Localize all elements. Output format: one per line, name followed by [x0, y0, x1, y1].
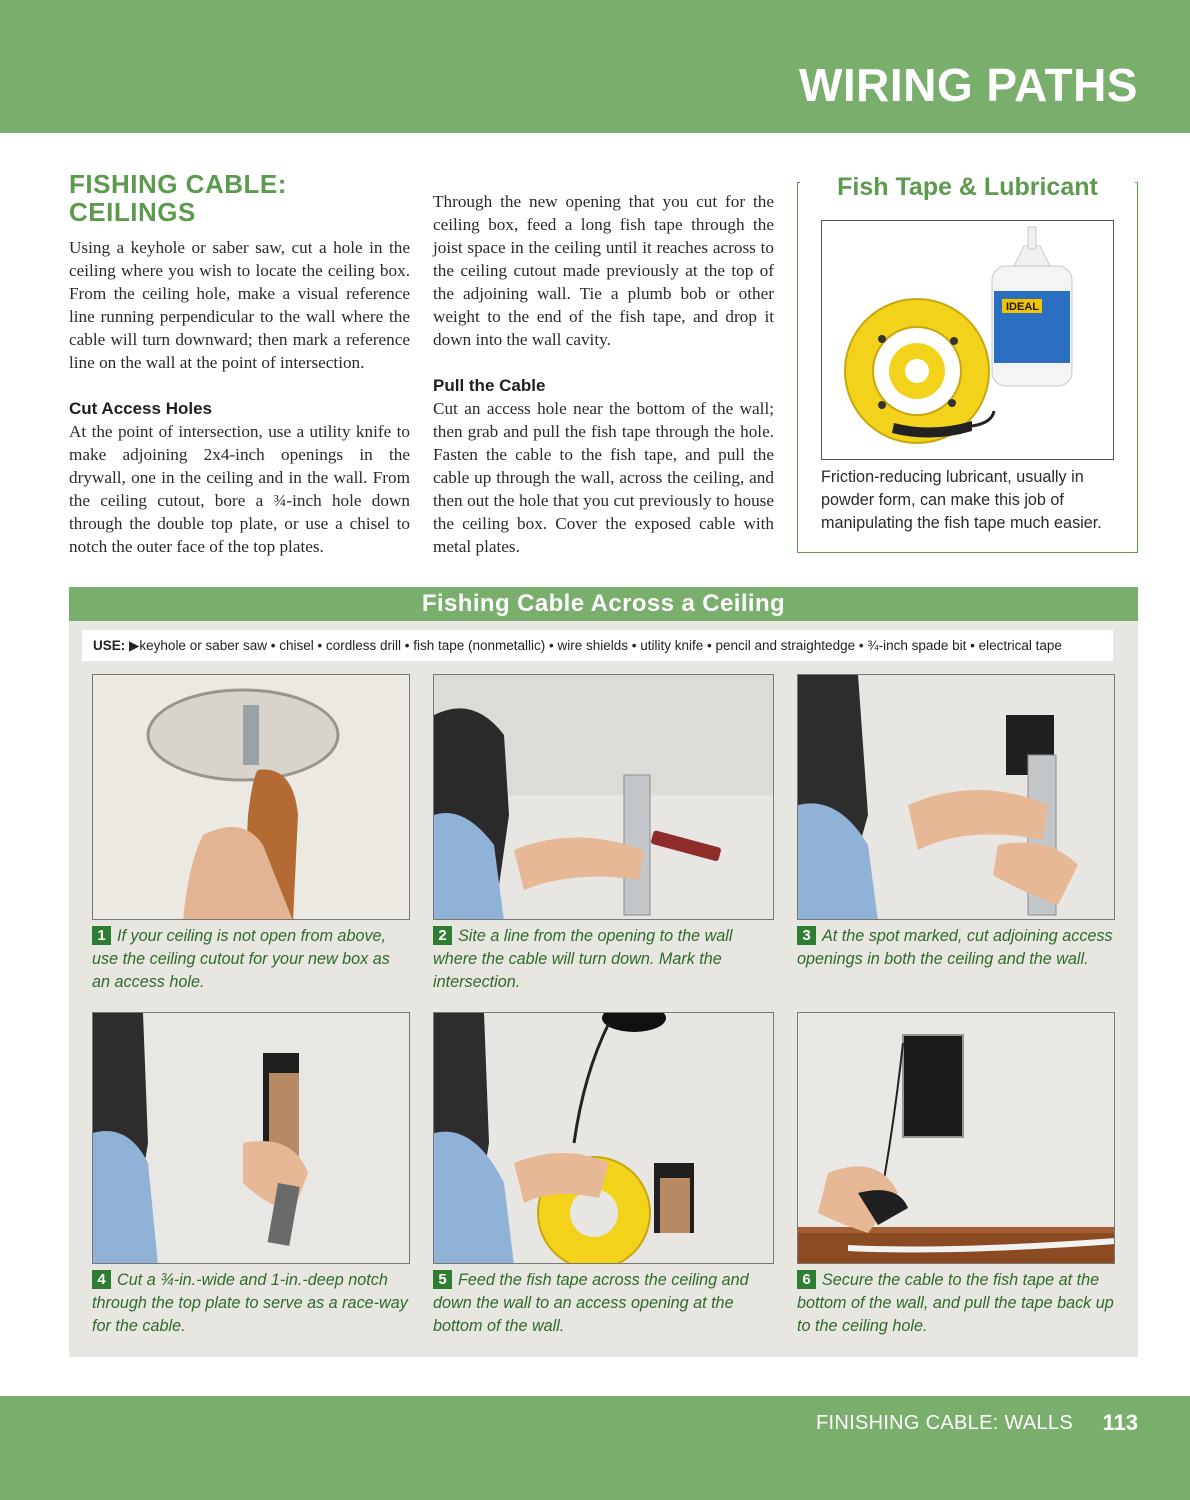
step-6-photo [797, 1012, 1115, 1264]
step-2-number: 2 [433, 926, 452, 945]
step-3-photo [797, 674, 1115, 920]
step-1-photo [92, 674, 410, 920]
product-label-text: IDEAL [1006, 301, 1039, 313]
footer-running-head: FINISHING CABLE: WALLS [815, 1412, 1073, 1434]
article-column-1 [69, 170, 410, 558]
sidebar-title: Fish Tape & Lubricant [800, 170, 1135, 204]
fish-tape-paragraph: Through the new opening that you cut for the ceiling box, feed a long fish tape through the joist space in the ceiling until it reaches across to the ceiling cutout made previously at the top of the adjoining wall. Tie a plumb bob or other weight to the end of the fish tape, and drop it down into the wall cavity. [433, 192, 774, 349]
step-1-text: If your ceiling is not open from above, use the ceiling cutout for your new box as an access hole. [92, 927, 390, 991]
step-2-photo [433, 674, 774, 920]
steps-panel-header [69, 587, 1138, 621]
steps-panel-title: Fishing Cable Across a Ceiling [421, 590, 786, 617]
step-3-text: At the spot marked, cut adjoining access openings in both the ceiling and the wall. [797, 927, 1113, 968]
step-6-caption [797, 1269, 1117, 1338]
cut-access-paragraph: At the point of intersection, use a utility knife to make adjoining 2x4-inch openings in the drywall, one in the ceiling and in the wall. From the ceiling cutout, bore a ¾-inch hole down through the double top plate, or use a chisel to notch the outer face of the top plates. [69, 422, 410, 556]
section-title: WIRING PATHS [798, 59, 1138, 111]
step-1-number: 1 [92, 926, 111, 945]
step-5-text: Feed the fish tape across the ceiling and down the wall to an access opening at the bottom of the wall. [433, 1271, 749, 1335]
pull-cable-heading: Pull the Cable [433, 376, 546, 395]
step-4-text: Cut a ¾-in.-wide and 1-in.-deep notch through the top plate to serve as a race-way for the cable. [92, 1271, 408, 1335]
cut-access-heading: Cut Access Holes [69, 399, 212, 418]
step-4-number: 4 [92, 1270, 111, 1289]
fish-tape-lubricant-photo [821, 220, 1114, 460]
fish-tape-illustration [822, 221, 1114, 460]
tools-items: ▶keyhole or saber saw • chisel • cordless drill • fish tape (nonmetallic) • wire shields • utility knife • pencil and straightedge • ¾-inch spade bit • electrical tape [129, 638, 1062, 653]
step-5-caption [433, 1269, 773, 1338]
step-6-text: Secure the cable to the fish tape at the bottom of the wall, and pull the tape back up to the ceiling hole. [797, 1271, 1114, 1335]
article-title [69, 170, 410, 226]
page-number: 113 [1102, 1410, 1138, 1435]
step-5-photo [433, 1012, 774, 1264]
article-title-line-1: FISHING CABLE: [69, 169, 287, 199]
article-column-2 [433, 190, 774, 558]
step-1-caption [92, 925, 412, 994]
step-2-caption [433, 925, 773, 994]
intro-paragraph: Using a keyhole or saber saw, cut a hole in the ceiling where you wish to locate the ceiling box. From the ceiling hole, make a visual reference line running perpendicular to the wall where the cable will turn downward; then mark a reference line on the wall at the point of intersection. [69, 238, 410, 372]
tools-label: USE: [93, 638, 126, 653]
sidebar-caption: Friction-reducing lubricant, usually in powder form, can make this job of manipulating the fish tape much easier. [821, 468, 1102, 532]
step-5-number: 5 [433, 1270, 452, 1289]
step-4-photo [92, 1012, 410, 1264]
pull-cable-paragraph: Cut an access hole near the bottom of the wall; then grab and pull the fish tape through the hole. Fasten the cable to the fish tape, and pull the cable up through the wall, across the ceiling, and then out the hole that you cut previously to house the ceiling box. Cover the exposed cable with metal plates. [433, 399, 774, 556]
step-3-number: 3 [797, 926, 816, 945]
article-title-line-2: CEILINGS [69, 197, 196, 227]
step-3-caption [797, 925, 1117, 971]
step-2-text: Site a line from the opening to the wall where the cable will turn down. Mark the intersection. [433, 927, 733, 991]
step-4-caption [92, 1269, 412, 1338]
step-6-number: 6 [797, 1270, 816, 1289]
tools-list [82, 630, 1113, 661]
